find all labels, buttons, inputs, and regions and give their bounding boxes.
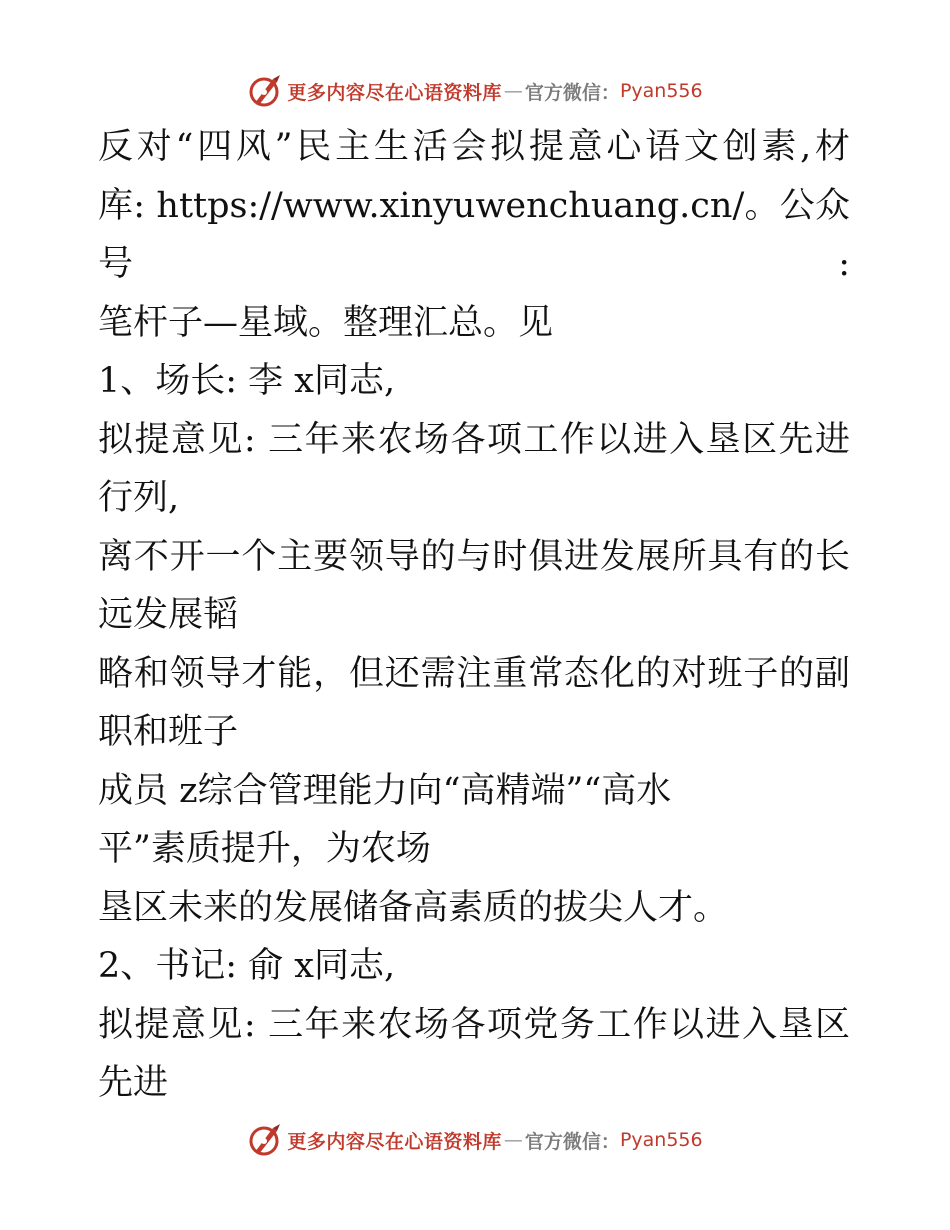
document-body	[98, 118, 850, 1113]
quill-pen-circle-icon	[247, 1122, 283, 1158]
banner-main-text: 更多内容尽在心语资料库	[287, 81, 502, 104]
banner-separator: —	[503, 1129, 523, 1151]
text-line: 拟提意见: 三年来农场各项党务工作以进入垦区	[98, 1004, 850, 1045]
text-line: 成员 z综合管理能力向“高精端”“高水	[98, 770, 672, 811]
banner-wechat-id: Pyan556	[619, 1129, 703, 1151]
text-line: 离不开一个主要领导的与时俱进发展所具有的长	[98, 536, 850, 577]
text-line: 2、书记: 俞 x同志,	[98, 946, 396, 986]
text-line: 垦区未来的发展储备高素质的拔尖人才。	[98, 887, 729, 928]
text-line: 拟提意见: 三年来农场各项工作以进入垦区先进	[98, 419, 850, 460]
banner-wechat-label: 官方微信：	[524, 81, 620, 104]
header-banner	[0, 71, 950, 111]
text-line: 反对“四风”民主生活会拟提意心语文创素,材	[98, 127, 850, 167]
banner-wechat-label: 官方微信：	[524, 1130, 620, 1153]
banner-wechat-id: Pyan556	[619, 80, 703, 102]
text-line: 先进	[98, 1063, 169, 1103]
text-line: 略和领导才能，但还需注重常态化的对班子的副	[98, 653, 850, 694]
text-line: 职和班子	[98, 712, 239, 752]
quill-pen-circle-icon	[247, 73, 283, 109]
text-line: 行列,	[98, 478, 180, 518]
footer-banner	[0, 1120, 950, 1160]
banner-main-text: 更多内容尽在心语资料库	[287, 1130, 502, 1153]
text-line: 远发展韬	[98, 595, 239, 635]
text-line: 平”素质提升，为农场	[98, 829, 431, 869]
text-line: 库: https://www.xinyuwenchuang.cn/。公众号:	[98, 185, 850, 284]
banner-separator: —	[503, 80, 523, 102]
text-line: 1、场长: 李 x同志,	[98, 361, 396, 401]
text-line: 笔杆子—星域。整理汇总。见	[98, 302, 554, 343]
